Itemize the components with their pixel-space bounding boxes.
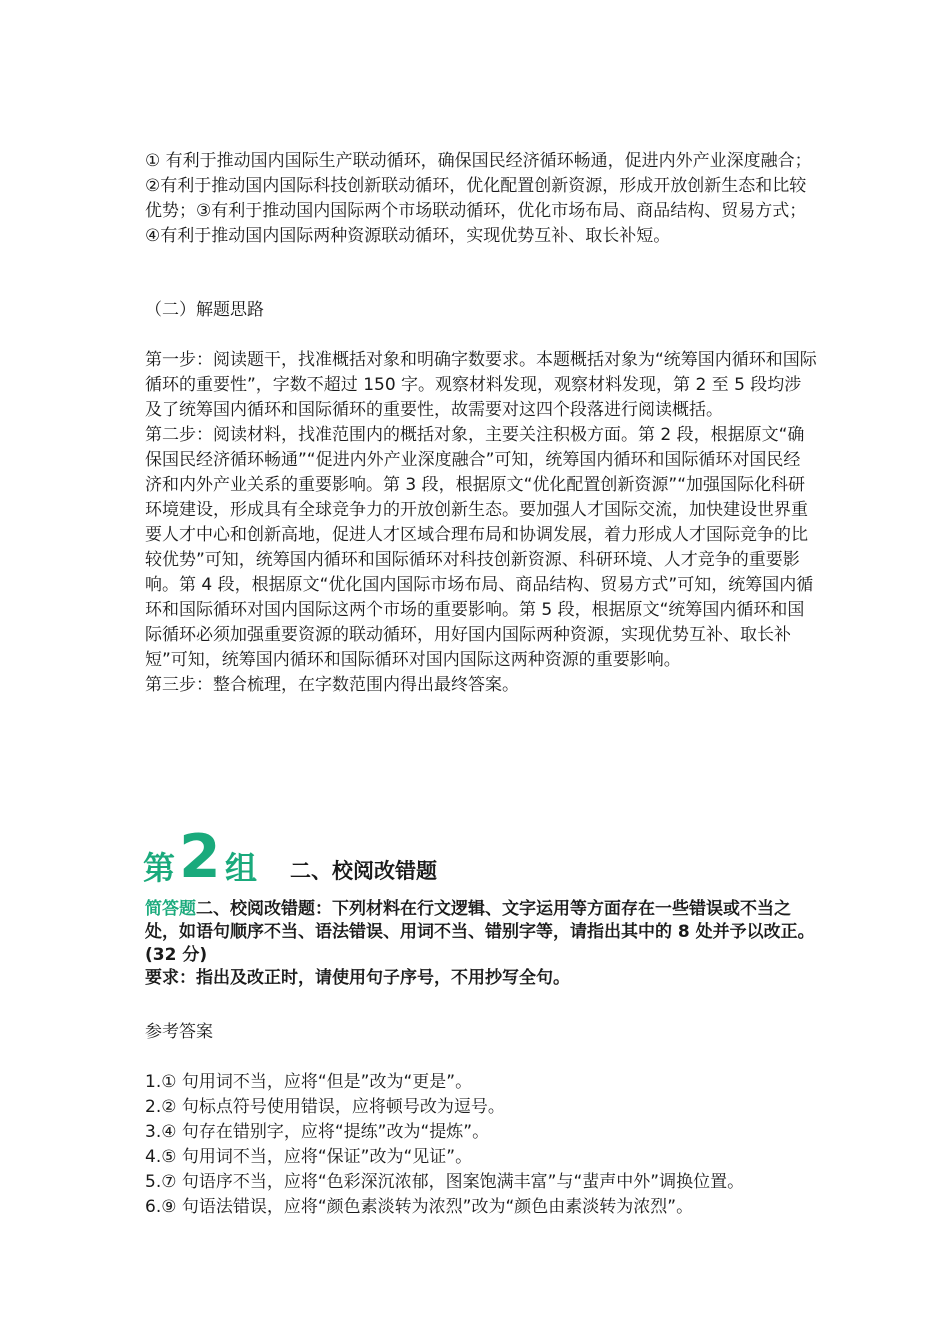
group-header <box>143 822 843 892</box>
step-3: 第三步：整合梳理，在字数范围内得出最终答案。 <box>145 675 519 695</box>
answer-label: 参考答案 <box>145 1022 213 1042</box>
group-title: 二、校阅改错题 <box>290 859 437 883</box>
group-suffix: 组 <box>225 849 258 887</box>
answer-item-3: 3.④ 句存在错别字，应将“提练”改为“提炼”。 <box>145 1122 490 1142</box>
answer-item-2: 2.② 句标点符号使用错误，应将顿号改为逗号。 <box>145 1097 505 1117</box>
step-2: 第二步：阅读材料，找准范围内的概括对象，主要关注积极方面。第 2 段，根据原文“确保国民经济循环畅通”“促进内外产业深度融合”可知，统筹国内循环和国际循环对国民经济和内外产业关系的重要影响。第 3 段，根据原文“优化配置创新资源”“加强国际化科研环境建设，形成具有全球竞争力的开放创新生态。要加强人才国际交流，加快建设世界重要人才中心和创新高地，促进人才区域合理布局和协调发展，着力形成人才国际竞争的比较优势”可知，统筹国内循环和国际循环对科技创新资源、科研环境、人才竞争的重要影响。第 4 段，根据原文“优化国内国际市场布局、商品结构、贸易方式”可知，统筹国内循环和国际循环对国内国际这两个市场的重要影响。第 5 段，根据原文“统筹国内循环和国际循环必须加强重要资源的联动循环，用好国内国际两种资源，实现优势互补、取长补短”可知，统筹国内循环和国际循环对国内国际这两种资源的重要影响。 <box>145 425 814 670</box>
answer-item-5: 5.⑦ 句语序不当，应将“色彩深沉浓郁，图案饱满丰富”与“蜚声中外”调换位置。 <box>145 1172 745 1192</box>
answer-list <box>145 1070 817 1220</box>
question-tag: 简答题 <box>145 899 196 919</box>
question-text <box>145 898 817 967</box>
group-number: 2 <box>179 822 221 892</box>
answer-item-4: 4.⑤ 句用词不当，应将“保证”改为“见证”。 <box>145 1147 473 1167</box>
answer-item-1: 1.① 句用词不当，应将“但是”改为“更是”。 <box>145 1072 473 1092</box>
step-1: 第一步：阅读题干，找准概括对象和明确字数要求。本题概括对象为“统筹国内循环和国际循环的重要性”，字数不超过 150 字。观察材料发现，观察材料发现，第 2 至 5 段均涉及了统筹国内循环和国际循环的重要性，故需要对这四个段落进行阅读概括。 <box>145 350 817 420</box>
question-requirement: 要求：指出及改正时，请使用句子序号，不用抄写全句。 <box>145 968 570 988</box>
summary-paragraph: ① 有利于推动国内国际生产联动循环，确保国民经济循环畅通，促进内外产业深度融合；②有利于推动国内国际科技创新联动循环，优化配置创新资源，形成开放创新生态和比较优势；③有利于推动国内国际两个市场联动循环，优化市场布局、商品结构、贸易方式；④有利于推动国内国际两种资源联动循环，实现优势互补、取长补短。 <box>145 151 812 246</box>
steps-section <box>145 348 817 698</box>
answer-item-6: 6.⑨ 句语法错误，应将“颜色素淡转为浓烈”改为“颜色由素淡转为浓烈”。 <box>145 1197 694 1217</box>
group-prefix: 第 <box>143 849 176 887</box>
question-block <box>145 898 817 990</box>
question-body: 二、校阅改错题：下列材料在行文逻辑、文字运用等方面存在一些错误或不当之处，如语句顺序不当、语法错误、用词不当、错别字等，请指出其中的 8 处并予以改正。(32 分) <box>145 899 815 965</box>
approach-heading: （二）解题思路 <box>145 300 264 320</box>
